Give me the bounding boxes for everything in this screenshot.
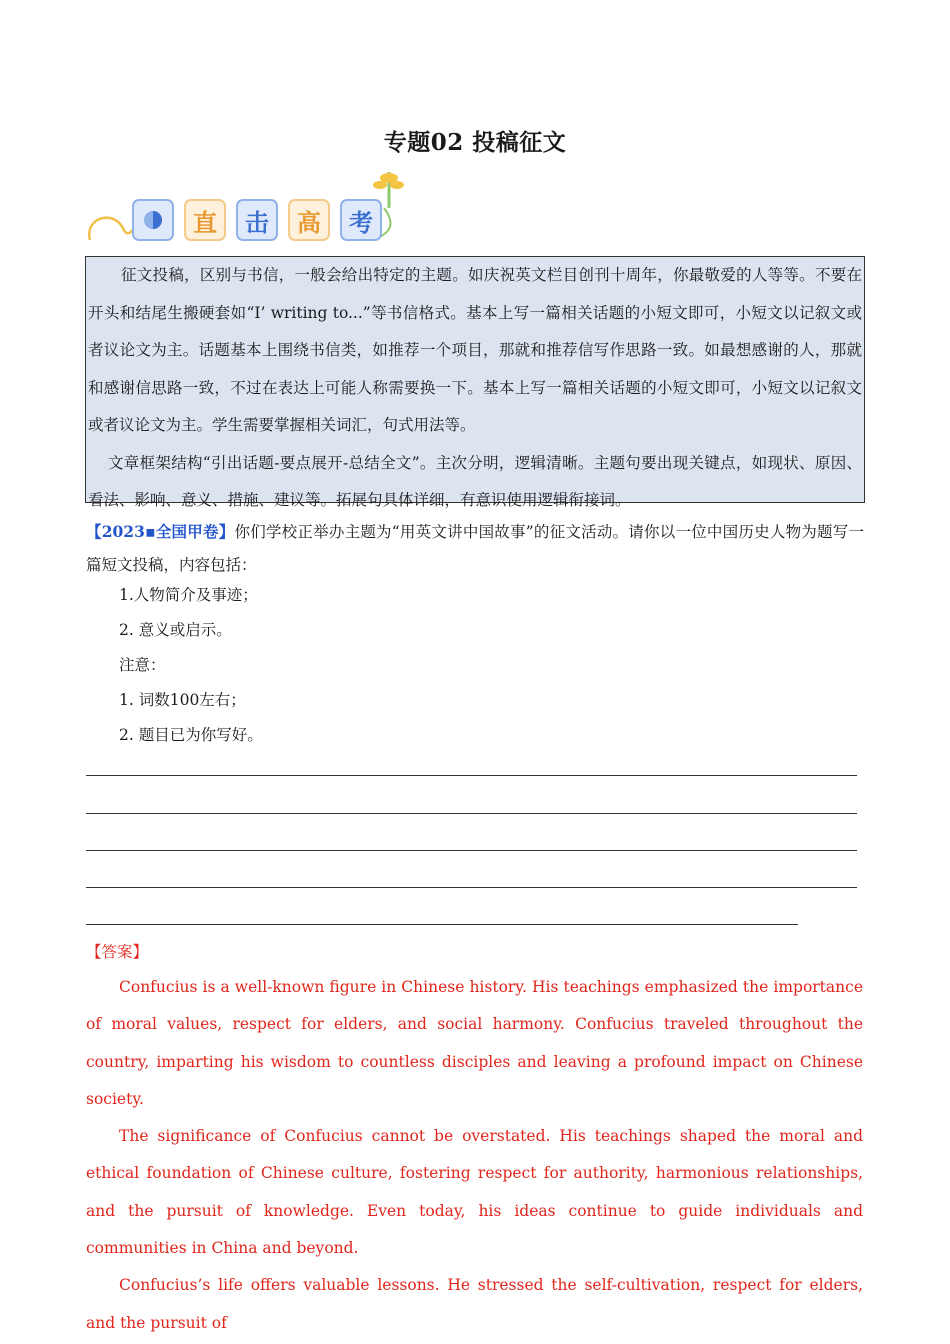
list-item: 2. 题目已为你写好。 xyxy=(119,726,263,744)
list-item: 1. 词数100左右； xyxy=(119,691,246,709)
page-title: 专题02 投稿征文 xyxy=(383,129,567,156)
summary-box xyxy=(85,256,865,509)
answer-paragraph: Confucius is a well-known figure in Chinese history. His teachings emphasized the importance of moral values, respect for elders, and social harmony. Confucius traveled throughout the country, imparting his wisdom to countless disciples and leaving a profound impact on Chinese society. xyxy=(86,978,863,1108)
writing-line xyxy=(86,775,857,776)
writing-line xyxy=(86,887,857,888)
section-banner xyxy=(84,168,404,252)
banner-tile: 击 xyxy=(236,199,278,241)
list-item: 注意： xyxy=(119,656,166,674)
half-circle-icon xyxy=(142,209,164,231)
writing-line xyxy=(86,924,798,925)
writing-line xyxy=(86,813,857,814)
answer-paragraph: The significance of Confucius cannot be overstated. His teachings shaped the moral and ethical foundation of Chinese culture, fostering respect for authority, harmonious relationships, and the pursuit of knowledge. Even today, his ideas continue to guide individuals and communities in China and beyond. xyxy=(86,1127,863,1258)
banner-tile: 考 xyxy=(340,199,382,241)
banner-tile: 直 xyxy=(184,199,226,241)
answer-body xyxy=(86,969,863,1342)
exam-tag: 【2023▪全国甲卷】 xyxy=(86,522,235,541)
requirement-list xyxy=(119,578,263,753)
banner-tile-icon xyxy=(132,199,174,241)
banner-tile: 高 xyxy=(288,199,330,241)
question-text: 你们学校正举办主题为“用英文讲中国故事”的征文活动。请你以一位中国历史人物为题写一篇短文投稿，内容包括： xyxy=(86,523,864,574)
list-item: 1.人物简介及事迹； xyxy=(119,586,258,604)
summary-paragraph: 征文投稿，区别与书信，一般会给出特定的主题。如庆祝英文栏目创刊十周年，你最敬爱的人等等。不要在开头和结尾生搬硬套如“I’ writing to...”等书信格式。基本上写一篇相关话题的小短文即可，小短文以记叙文或者议论文为主。话题基本上围绕书信类，如推荐一个项目，那就和推荐信写作思路一致。如最想感谢的人，那就和感谢信思路一致，不过在表达上可能人称需要换一下。基本上写一篇相关话题的小短文即可，小短文以记叙文或者议论文为主。学生需要掌握相关词汇，句式用法等。 xyxy=(88,266,862,434)
list-item: 2. 意义或启示。 xyxy=(119,621,232,639)
writing-line xyxy=(86,850,857,851)
question-prompt xyxy=(86,515,864,582)
answer-label: 【答案】 xyxy=(86,943,149,961)
summary-paragraph: 文章框架结构“引出话题-要点展开-总结全文”。主次分明，逻辑清晰。主题句要出现关键点，如现状、原因、看法、影响、意义、措施、建议等。拓展句具体详细，有意识使用逻辑衔接词。 xyxy=(88,453,862,509)
answer-paragraph: Confucius’s life offers valuable lessons. He stressed the self-cultivation, respect for elders, and the pursuit of xyxy=(86,1276,863,1332)
